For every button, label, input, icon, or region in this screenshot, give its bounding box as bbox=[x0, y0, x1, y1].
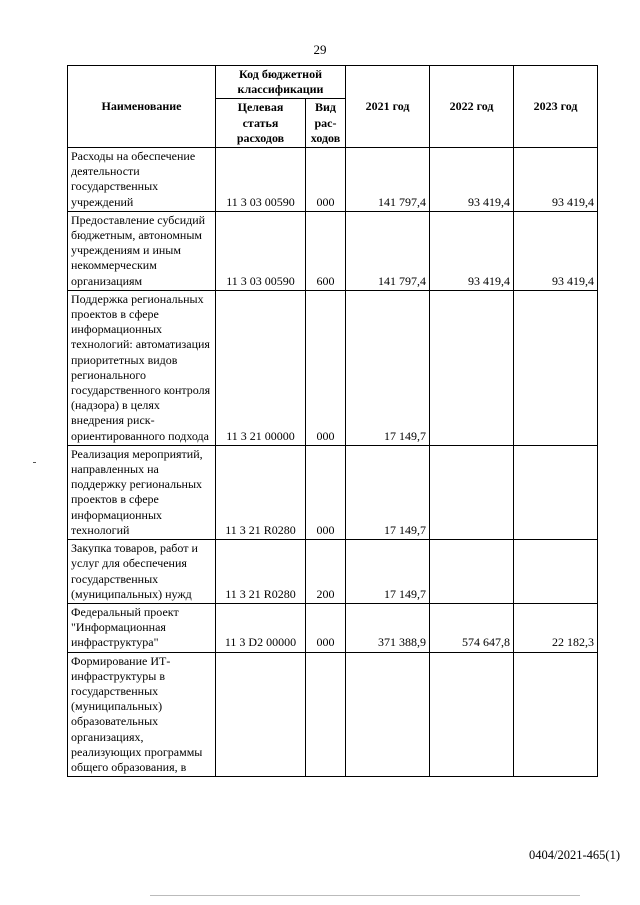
row-type bbox=[306, 652, 346, 777]
row-2021: 17 149,7 bbox=[346, 290, 430, 445]
budget-table bbox=[67, 65, 598, 777]
row-2023: 22 182,3 bbox=[514, 603, 598, 652]
row-2022 bbox=[430, 652, 514, 777]
row-2021: 17 149,7 bbox=[346, 540, 430, 604]
row-2022: 574 647,8 bbox=[430, 603, 514, 652]
row-2022: 93 419,4 bbox=[430, 148, 514, 212]
header-name: Наименование bbox=[68, 66, 216, 148]
row-2021: 141 797,4 bbox=[346, 211, 430, 290]
row-2021 bbox=[346, 652, 430, 777]
row-name: Предоставление субсидий бюджетным, автономным учреждениям и иным некоммерческим организациям bbox=[68, 211, 216, 290]
row-2022: 93 419,4 bbox=[430, 211, 514, 290]
row-2023 bbox=[514, 652, 598, 777]
table-row bbox=[68, 148, 598, 212]
row-type: 200 bbox=[306, 540, 346, 604]
row-name: Федеральный проект "Информационная инфраструктура" bbox=[68, 603, 216, 652]
row-code bbox=[216, 652, 306, 777]
row-name: Закупка товаров, работ и услуг для обеспечения государственных (муниципальных) нужд bbox=[68, 540, 216, 604]
row-type: 000 bbox=[306, 290, 346, 445]
table-row bbox=[68, 652, 598, 777]
header-target-article: Целевая статья расходов bbox=[216, 99, 306, 148]
margin-mark bbox=[33, 462, 36, 463]
table-row bbox=[68, 290, 598, 445]
row-code: 11 3 03 00590 bbox=[216, 211, 306, 290]
row-name: Расходы на обеспечение деятельности государственных учреждений bbox=[68, 148, 216, 212]
row-2023 bbox=[514, 290, 598, 445]
row-code: 11 3 21 R0280 bbox=[216, 445, 306, 539]
header-2023: 2023 год bbox=[514, 66, 598, 148]
row-code: 11 3 21 00000 bbox=[216, 290, 306, 445]
table-row bbox=[68, 540, 598, 604]
row-name: Реализация мероприятий, направленных на поддержку региональных проектов в сфере информационных технологий bbox=[68, 445, 216, 539]
row-2022 bbox=[430, 445, 514, 539]
row-2023 bbox=[514, 445, 598, 539]
header-expense-type: Вид рас-ходов bbox=[306, 99, 346, 148]
page-number: 29 bbox=[313, 42, 327, 57]
row-2021: 17 149,7 bbox=[346, 445, 430, 539]
row-code: 11 3 21 R0280 bbox=[216, 540, 306, 604]
row-type: 000 bbox=[306, 445, 346, 539]
row-code: 11 3 D2 00000 bbox=[216, 603, 306, 652]
table-row bbox=[68, 603, 598, 652]
row-2022 bbox=[430, 290, 514, 445]
table-row bbox=[68, 211, 598, 290]
row-name: Формирование ИТ-инфраструктуры в государственных (муниципальных) образовательных организациях, реализующих программы общего образования, в bbox=[68, 652, 216, 777]
row-2023: 93 419,4 bbox=[514, 148, 598, 212]
table-row bbox=[68, 445, 598, 539]
document-code: 0404/2021-465(1) bbox=[529, 848, 620, 862]
row-type: 600 bbox=[306, 211, 346, 290]
row-2023: 93 419,4 bbox=[514, 211, 598, 290]
row-type: 000 bbox=[306, 148, 346, 212]
row-2022 bbox=[430, 540, 514, 604]
header-2021: 2021 год bbox=[346, 66, 430, 148]
scan-edge-line bbox=[150, 895, 580, 896]
header-budget-code: Код бюджетной классификации bbox=[216, 66, 346, 99]
row-code: 11 3 03 00590 bbox=[216, 148, 306, 212]
row-2023 bbox=[514, 540, 598, 604]
row-type: 000 bbox=[306, 603, 346, 652]
row-2021: 141 797,4 bbox=[346, 148, 430, 212]
row-name: Поддержка региональных проектов в сфере информационных технологий: автоматизация приоритетных видов регионального государственного контроля (надзора) в целях внедрения риск-ориентированного подхода bbox=[68, 290, 216, 445]
row-2021: 371 388,9 bbox=[346, 603, 430, 652]
header-2022: 2022 год bbox=[430, 66, 514, 148]
